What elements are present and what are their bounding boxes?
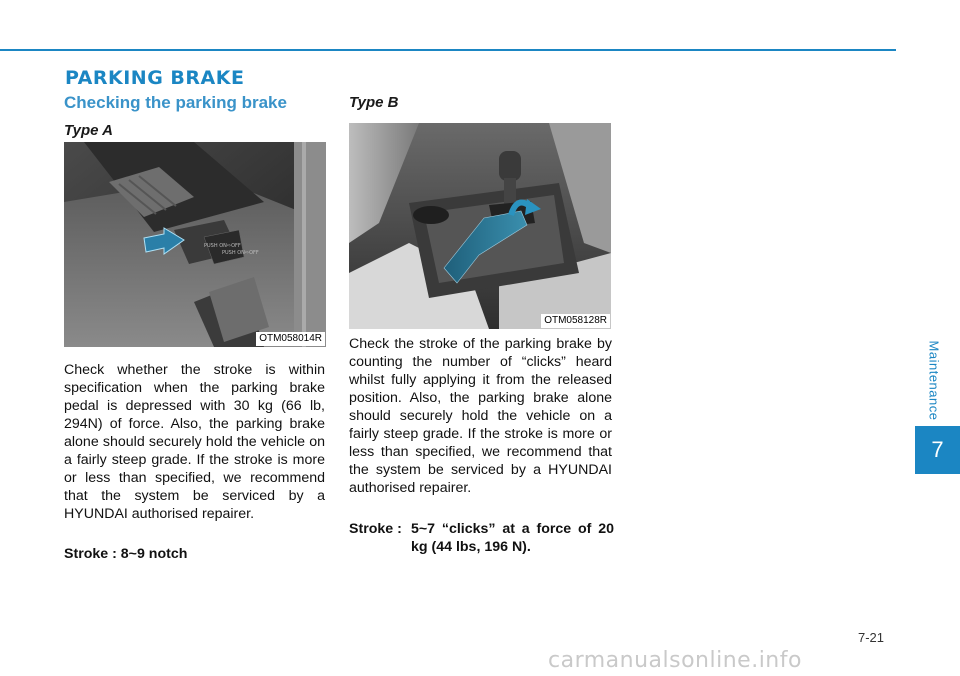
type-a-label: Type A xyxy=(64,122,113,139)
type-b-illustration xyxy=(349,123,611,329)
type-b-stroke-value: 5~7 “clicks” at a force of 20 kg (44 lbs, 196 N). xyxy=(411,521,614,555)
figure-label-push-1: PUSH ON⇨OFF xyxy=(204,243,241,249)
figure-label-push-2: PUSH ON⇨OFF xyxy=(222,250,259,256)
type-b-body: Check the stroke of the parking brake by counting the number of “clicks” heard whilst fully applying it from the released position. Also, the parking brake alone should securely hold the vehicle on a fairly steep grade. If the stroke is more or less than specified, we recommend that the system be serviced by a HYUNDAI authorised repairer. xyxy=(349,336,612,496)
page-heading: Checking the parking brake xyxy=(64,93,287,112)
chapter-tab[interactable]: 7 xyxy=(915,426,960,474)
type-b-label: Type B xyxy=(349,94,399,111)
type-a-body: Check whether the stroke is within specification when the parking brake pedal is depressed with 30 kg (66 lb, 294N) of force. Also, the parking brake alone should securely hold the vehicle on a fairly steep grade. If the stroke is more or less than specified, we recommend that the system be serviced by a HYUNDAI authorised repairer. xyxy=(64,362,325,522)
chapter-label-text: Maintenance xyxy=(926,340,942,420)
figure-caption-type-b: OTM058128R xyxy=(541,314,610,328)
type-a-figure xyxy=(64,142,326,347)
type-b-figure xyxy=(349,123,611,329)
figure-caption-type-a: OTM058014R xyxy=(256,332,325,346)
type-b-stroke-label: Stroke : xyxy=(349,521,402,537)
page-number: 7-21 xyxy=(858,630,885,645)
header-rule xyxy=(0,49,896,51)
section-title: PARKING BRAKE xyxy=(65,67,245,89)
watermark: carmanualsonline.info xyxy=(548,648,802,673)
type-b-stroke xyxy=(349,520,614,556)
chapter-label xyxy=(911,330,956,430)
type-a-illustration xyxy=(64,142,326,347)
type-a-stroke: Stroke : 8~9 notch xyxy=(64,546,188,562)
